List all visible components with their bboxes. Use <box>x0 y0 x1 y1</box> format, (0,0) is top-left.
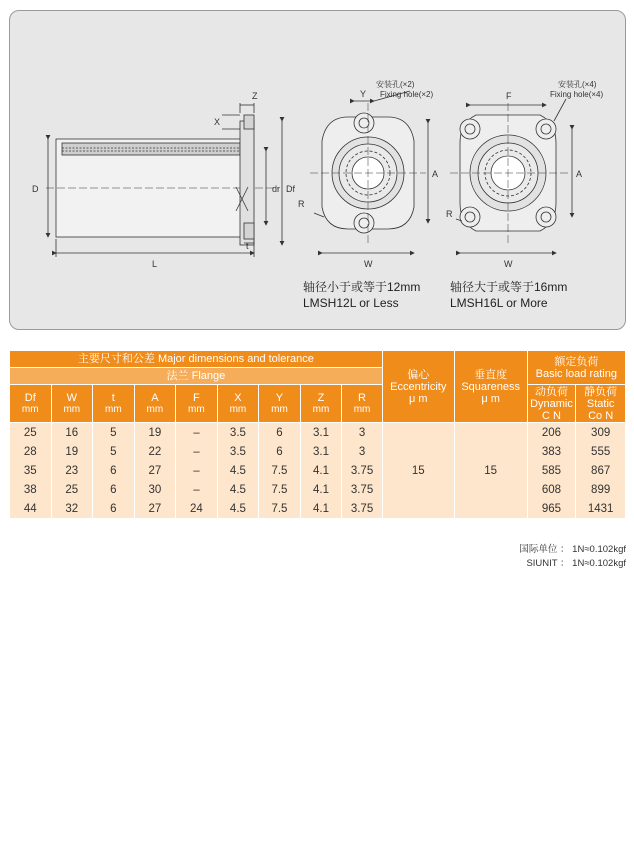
eccentricity-cn: 偏心 <box>407 368 430 381</box>
label-r-small: R <box>298 199 305 209</box>
column-unit: mm <box>104 403 122 415</box>
column-header <box>342 385 383 423</box>
column-unit: mm <box>271 403 288 415</box>
column-header <box>93 385 135 423</box>
table-cell: 44 <box>10 499 52 518</box>
drawing-panel <box>9 10 626 330</box>
table-cell: 4.5 <box>217 461 259 480</box>
table-cell: 27 <box>134 461 176 480</box>
table-cell: 4.1 <box>300 461 342 480</box>
label-y: Y <box>360 89 367 99</box>
column-header <box>217 385 259 423</box>
squareness-unit: μ m <box>481 392 500 405</box>
static-en: Static <box>586 397 615 410</box>
table-cell: – <box>176 461 218 480</box>
column-header-row <box>10 385 626 423</box>
column-unit: mm <box>146 403 164 415</box>
label-w-small: W <box>364 259 373 269</box>
static-header <box>576 385 626 423</box>
label-a-small: A <box>432 169 439 179</box>
front-view-small <box>310 91 428 253</box>
front-view-large <box>450 99 572 253</box>
table-cell: – <box>176 442 218 461</box>
table-cell: 6 <box>93 461 135 480</box>
column-name: X <box>234 391 242 404</box>
table-cell: 35 <box>10 461 52 480</box>
column-unit: mm <box>312 403 330 415</box>
caption-small <box>303 279 420 311</box>
table-cell: 4.5 <box>217 480 259 499</box>
dynamic-header <box>527 385 576 423</box>
column-header <box>51 385 93 423</box>
column-unit: mm <box>229 403 247 415</box>
column-name: F <box>193 391 200 404</box>
caption-large-cn: 轴径大于或等于16mm <box>450 280 568 294</box>
load-rating-header <box>527 351 625 385</box>
load-rating-en: Basic load rating <box>535 367 617 380</box>
table-cell: 7.5 <box>259 499 301 518</box>
caption-large <box>450 279 567 311</box>
label-f: F <box>506 91 512 101</box>
table-cell: 32 <box>51 499 93 518</box>
table-row <box>10 423 626 443</box>
table-cell: 3.75 <box>342 461 383 480</box>
label-df: Df <box>286 184 295 194</box>
table-cell: 19 <box>134 423 176 443</box>
table-cell: 965 <box>527 499 576 518</box>
column-header <box>176 385 218 423</box>
column-name: A <box>151 391 159 404</box>
table-cell: 3 <box>342 442 383 461</box>
static-cn: 静负荷 <box>584 385 618 398</box>
label-l: L <box>152 259 158 269</box>
table-cell: 3.5 <box>217 442 259 461</box>
side-view <box>46 103 282 257</box>
column-unit: mm <box>21 403 39 415</box>
column-unit: mm <box>188 403 205 415</box>
table-cell: 28 <box>10 442 52 461</box>
table-cell: 5 <box>93 423 135 443</box>
table-cell: 27 <box>134 499 176 518</box>
table-body <box>10 423 626 519</box>
column-unit: mm <box>63 403 81 415</box>
column-name: Y <box>275 391 284 404</box>
load-rating-cn: 额定负荷 <box>554 355 599 368</box>
static-unit: Co N <box>588 409 614 422</box>
table-cell: 5 <box>93 442 135 461</box>
table-cell: 3.75 <box>342 480 383 499</box>
column-header <box>300 385 342 423</box>
table-row <box>10 442 626 461</box>
label-dr: dr <box>272 184 281 194</box>
table-cell: 16 <box>51 423 93 443</box>
table-cell: 4.1 <box>300 499 342 518</box>
table-row <box>10 461 626 480</box>
label-z: Z <box>252 91 258 101</box>
label-a-large: A <box>576 169 583 179</box>
table-cell: 3.1 <box>300 423 342 443</box>
unit-note-cn: 国际单位 ： 1N≈0.102kgf <box>519 544 626 555</box>
squareness-cn: 垂直度 <box>474 368 508 381</box>
hole-cn-large: 安装孔(×4) <box>558 80 597 89</box>
table-cell: 30 <box>134 480 176 499</box>
dynamic-en: Dynamic <box>530 397 573 410</box>
table-cell: 6 <box>259 423 301 443</box>
dynamic-cn: 动负荷 <box>534 385 568 398</box>
unit-note-en: SIUNIT ： 1N≈0.102kgf <box>526 558 626 569</box>
table-cell: 3.5 <box>217 423 259 443</box>
eccentricity-header <box>382 351 454 423</box>
squareness-en: Squareness <box>461 380 521 393</box>
eccentricity-en: Eccentricity <box>390 380 447 393</box>
caption-small-en: LMSH12L or Less <box>303 296 399 310</box>
table-cell: 3 <box>342 423 383 443</box>
table-cell: 206 <box>527 423 576 443</box>
table-cell: 309 <box>576 423 626 443</box>
table-row <box>10 499 626 518</box>
caption-large-en: LMSH16L or More <box>450 296 548 310</box>
table-cell: 867 <box>576 461 626 480</box>
table-cell: 383 <box>527 442 576 461</box>
column-name: Df <box>24 391 36 404</box>
hole-cn-small: 安装孔(×2) <box>376 80 415 89</box>
column-name: R <box>358 391 366 404</box>
eccentricity-value: 15 <box>382 423 454 519</box>
column-name: Z <box>317 391 325 404</box>
table-cell: 899 <box>576 480 626 499</box>
label-t: t <box>246 241 249 251</box>
table-cell: 608 <box>527 480 576 499</box>
table-cell: 25 <box>51 480 93 499</box>
squareness-header <box>454 351 527 423</box>
table-cell: 4.5 <box>217 499 259 518</box>
spec-table <box>9 350 626 518</box>
dynamic-unit: C N <box>541 409 561 422</box>
table-cell: 7.5 <box>259 461 301 480</box>
label-w-large: W <box>504 259 513 269</box>
table-cell: 22 <box>134 442 176 461</box>
table-cell: 6 <box>93 480 135 499</box>
group-header: 主要尺寸和公差 Major dimensions and tolerance <box>10 351 383 368</box>
table-cell: 7.5 <box>259 480 301 499</box>
table-cell: 24 <box>176 499 218 518</box>
table-cell: 585 <box>527 461 576 480</box>
column-header <box>10 385 52 423</box>
label-x: X <box>214 117 221 127</box>
label-r-large: R <box>446 209 453 219</box>
table-cell: 23 <box>51 461 93 480</box>
column-header <box>259 385 301 423</box>
table-cell: 6 <box>259 442 301 461</box>
table-cell: 4.1 <box>300 480 342 499</box>
table-cell: – <box>176 423 218 443</box>
table-cell: 19 <box>51 442 93 461</box>
squareness-value: 15 <box>454 423 527 519</box>
table-cell: 3.75 <box>342 499 383 518</box>
flange-header: 法兰 Flange <box>10 368 383 385</box>
table-cell: 1431 <box>576 499 626 518</box>
eccentricity-unit: μ m <box>408 392 428 405</box>
hole-en-large: Fixing hole(×4) <box>550 90 604 99</box>
table-cell: 3.1 <box>300 442 342 461</box>
column-name: W <box>66 391 77 404</box>
column-unit: mm <box>353 403 371 415</box>
table-row <box>10 480 626 499</box>
label-d: D <box>32 184 39 194</box>
table-cell: 555 <box>576 442 626 461</box>
column-header <box>134 385 176 423</box>
column-name: t <box>111 391 115 404</box>
table-cell: 25 <box>10 423 52 443</box>
table-cell: – <box>176 480 218 499</box>
hole-en-small: Fixing hole(×2) <box>380 90 434 99</box>
table-cell: 6 <box>93 499 135 518</box>
caption-small-cn: 轴径小于或等于12mm <box>303 280 421 294</box>
table-cell: 38 <box>10 480 52 499</box>
